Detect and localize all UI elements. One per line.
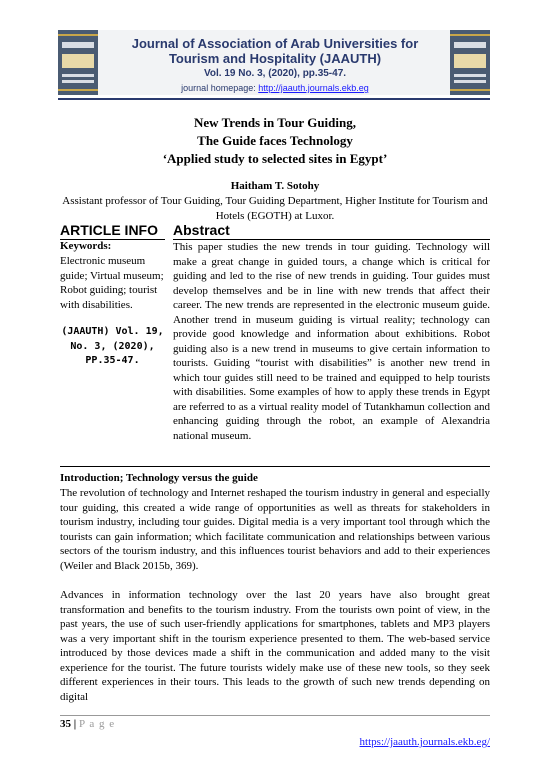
- page-separator: |: [71, 718, 79, 730]
- abstract-bottom-rule: [60, 466, 490, 467]
- keywords-text: Electronic museum guide; Virtual museum; Robot guiding; tourist with disabilities.: [60, 255, 164, 311]
- homepage-label: journal homepage:: [181, 83, 259, 93]
- author-affiliation: Assistant professor of Tour Guiding, Tour Guiding Department, Higher Institute for Tourism and Hotels (EGOTH) at Luxor.: [62, 195, 488, 222]
- keywords-label: Keywords:: [60, 240, 112, 252]
- intro-paragraph-1: The revolution of technology and Internet reshaped the tourism industry in general and especially tour guiding, this created a wide range of opportunities as well as threats for stakeholders in tourism industry, including tour guides. Digital media is a very important tool through which the tourists can gain information; which facilitate communication and relationships between various sectors of the tourism industry, and this influences tourist behaviors and add to their experiences (Weiler and Black 2015b, 369).: [60, 487, 490, 572]
- paper-title-line2: The Guide faces Technology: [197, 133, 353, 148]
- journal-homepage: [110, 83, 440, 93]
- page-word: P a g e: [78, 718, 116, 730]
- homepage-link[interactable]: http://jaauth.journals.ekb.eg: [258, 83, 369, 93]
- intro-paragraph-2: Advances in information technology over the last 20 years have also brought great transformation and benefits to the tourism industry. From the tourists own point of view, in the past years, the use of such user-friendly applications for smartphones, tablets and MP3 players was a very important shift in the tourism experience presented to them. The web-based service introduced by those devices made a shift in the communication and added many to the visit experience for the tourist. The future tourists widely make use of these new tools, so they seek different experiences in their tours. This leads to the growth of such new trends depending on digital: [60, 589, 490, 703]
- header-rule: [58, 98, 490, 100]
- paper-title-line1: New Trends in Tour Guiding,: [194, 115, 356, 130]
- article-info-heading: ARTICLE INFO: [60, 222, 158, 238]
- journal-cover-right: [450, 30, 490, 95]
- abstract-heading: Abstract: [173, 222, 230, 238]
- page-number-value: 35: [60, 718, 71, 730]
- footer-url-link[interactable]: https://jaauth.journals.ekb.eg/: [359, 736, 490, 748]
- journal-volume: Vol. 19 No. 3, (2020), pp.35-47.: [203, 68, 347, 79]
- introduction-heading: Introduction; Technology versus the guide: [60, 472, 258, 484]
- journal-title: Journal of Association of Arab Universities for Tourism and Hospitality (JAAUTH): [131, 36, 419, 66]
- citation: (JAAUTH) Vol. 19, No. 3, (2020), PP.35-47.: [61, 326, 164, 366]
- page-number: [60, 718, 115, 730]
- abstract-text: This paper studies the new trends in tour guiding. Technology will make a great change in guided tours, a change which is critical for guiding and led to the rise of new trends in guiding. Tour guides must develop themselves and be in line with new trends that affect their career. The new trends are represented in the electronic museum guide. Another trend in museum guiding is virtual reality; technology can provide good knowledge and information about exhibitions. Robot guiding also is a new trend in museums to give certain information to tourists. Guiding “tourist with disabilities” is another new trend in which tour guides still need to be trained and equipped to help tourists with disabilities. Some examples of how to apply these trends in Egypt are referred to as a virtual reality model of Tutankhamun collection and enhancing guiding through the robot, an example of Alexandria national museum.: [173, 241, 490, 442]
- paper-title-line3: ‘Applied study to selected sites in Egypt’: [162, 151, 388, 166]
- journal-cover-left: [58, 30, 98, 95]
- author-name: Haitham T. Sotohy: [230, 180, 320, 192]
- footer-rule: [60, 715, 490, 716]
